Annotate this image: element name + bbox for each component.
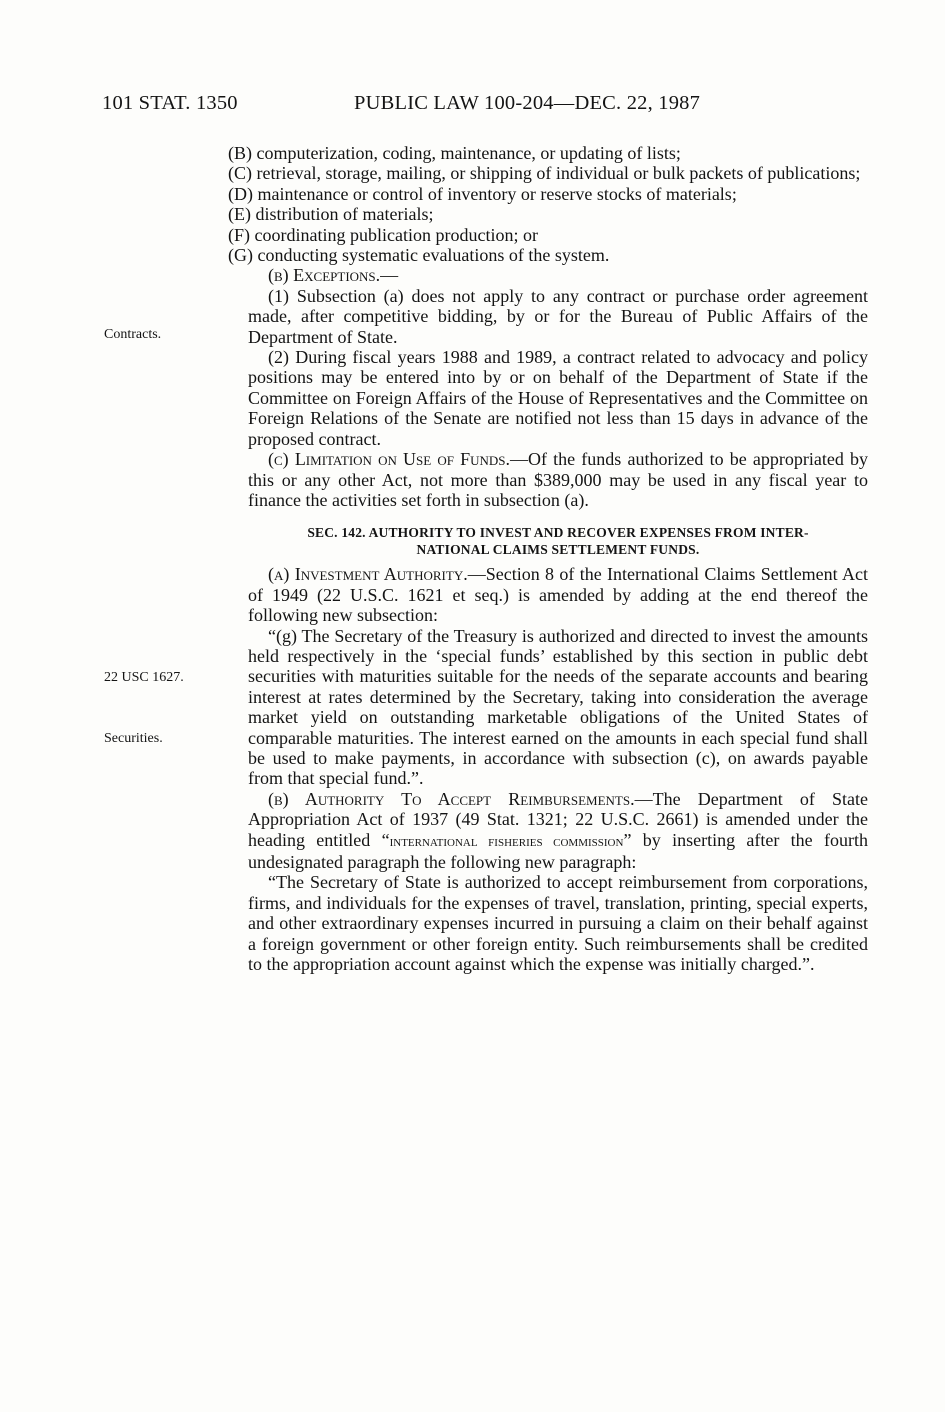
investment-paragraph xyxy=(248,564,868,625)
exception-1: (1) Subsection (a) does not apply to any contract or purchase order agreement made, after competitive bidding, by or for the Bureau of Public Affairs of the Department of State. xyxy=(248,285,868,347)
reimbursement-text-2: ” by inserting after the fourth undesignated paragraph the following new paragraph: xyxy=(248,829,868,872)
quoted-subsection-g: “(g) The Secretary of the Treasury is authorized and directed to invest the amounts held respectively in the ‘special funds’ established by this section in public debt securities with maturities suitable for the needs of the separate accounts and bearing interest at rates determined by the Secretary, taking into consideration the average market yield on outstanding marketable obligations of the United States of comparable maturities. The interest earned on the amounts in each special fund shall be used to make payments, in accordance with subsection (c), on awards payable from that special fund.”. xyxy=(248,625,868,789)
page-running-head: PUBLIC LAW 100-204—DEC. 22, 1987 xyxy=(354,92,701,114)
margin-note-usc: 22 USC 1627. xyxy=(104,670,184,685)
reimbursement-caps-heading: international fisheries commission xyxy=(389,833,624,850)
item-d: (D) maintenance or control of inventory or reserve stocks of materials; xyxy=(228,183,737,204)
item-b: (B) computerization, coding, maintenance, or updating of lists; xyxy=(228,143,681,163)
quoted-secretary-paragraph: “The Secretary of State is authorized to accept reimbursement from corporations, firms, and individuals for the expenses of travel, translation, printing, special experts, and other extraordinary expenses incurred in pursuing a claim on their behalf against a foreign government or other foreign entity. Such reimbursements shall be credited to the appropriation account against which the expense was initially charged.”. xyxy=(248,872,868,975)
exceptions-heading: (b) Exceptions.— xyxy=(268,265,399,286)
investment-heading: (a) Investment Authority. xyxy=(268,564,468,585)
reimbursement-heading: (b) Authority To Accept Reimbursements. xyxy=(268,788,635,809)
item-e: (E) distribution of materials; xyxy=(228,204,434,225)
reimbursement-text-1: —The Department of State Appropriation Act of 1937 (49 Stat. 1321; 22 U.S.C. 2661) is amended under the heading entitled “ xyxy=(248,788,869,850)
section-heading-line-1: SEC. 142. AUTHORITY TO INVEST AND RECOVER EXPENSES FROM INTER- xyxy=(307,525,809,541)
section-142-heading xyxy=(248,524,868,558)
section-heading-line-2: NATIONAL CLAIMS SETTLEMENT FUNDS. xyxy=(416,542,700,558)
reimbursement-paragraph xyxy=(248,789,868,873)
limitation-text: —Of the funds authorized to be appropriated by this or any other Act, not more than $389,000 may be used in any fiscal year to finance the activities set forth in subsection (a). xyxy=(248,449,868,510)
body-text xyxy=(228,143,869,975)
limitation-paragraph xyxy=(248,449,868,510)
item-c: (C) retrieval, storage, mailing, or shipping of individual or bulk packets of publications; xyxy=(228,163,861,184)
investment-text: —Section 8 of the International Claims Settlement Act of 1949 (22 U.S.C. 1621 et seq.) is amended by adding at the end thereof the following new subsection: xyxy=(248,564,869,626)
page-citation: 101 STAT. 1350 xyxy=(102,92,238,114)
limitation-heading: (c) Limitation on Use of Funds. xyxy=(268,449,511,470)
margin-note-securities: Securities. xyxy=(104,731,163,746)
item-f: (F) coordinating publication production; or xyxy=(228,224,538,245)
item-g: (G) conducting systematic evaluations of the system. xyxy=(228,245,610,266)
exception-2: (2) During fiscal years 1988 and 1989, a contract related to advocacy and policy positions may be entered into by or on behalf of the Department of State if the Committee on Foreign Affairs of the House of Representatives and the Committee on Foreign Relations of the Senate are notified not less than 15 days in advance of the proposed contract. xyxy=(248,347,868,449)
margin-note-contracts: Contracts. xyxy=(104,327,162,342)
